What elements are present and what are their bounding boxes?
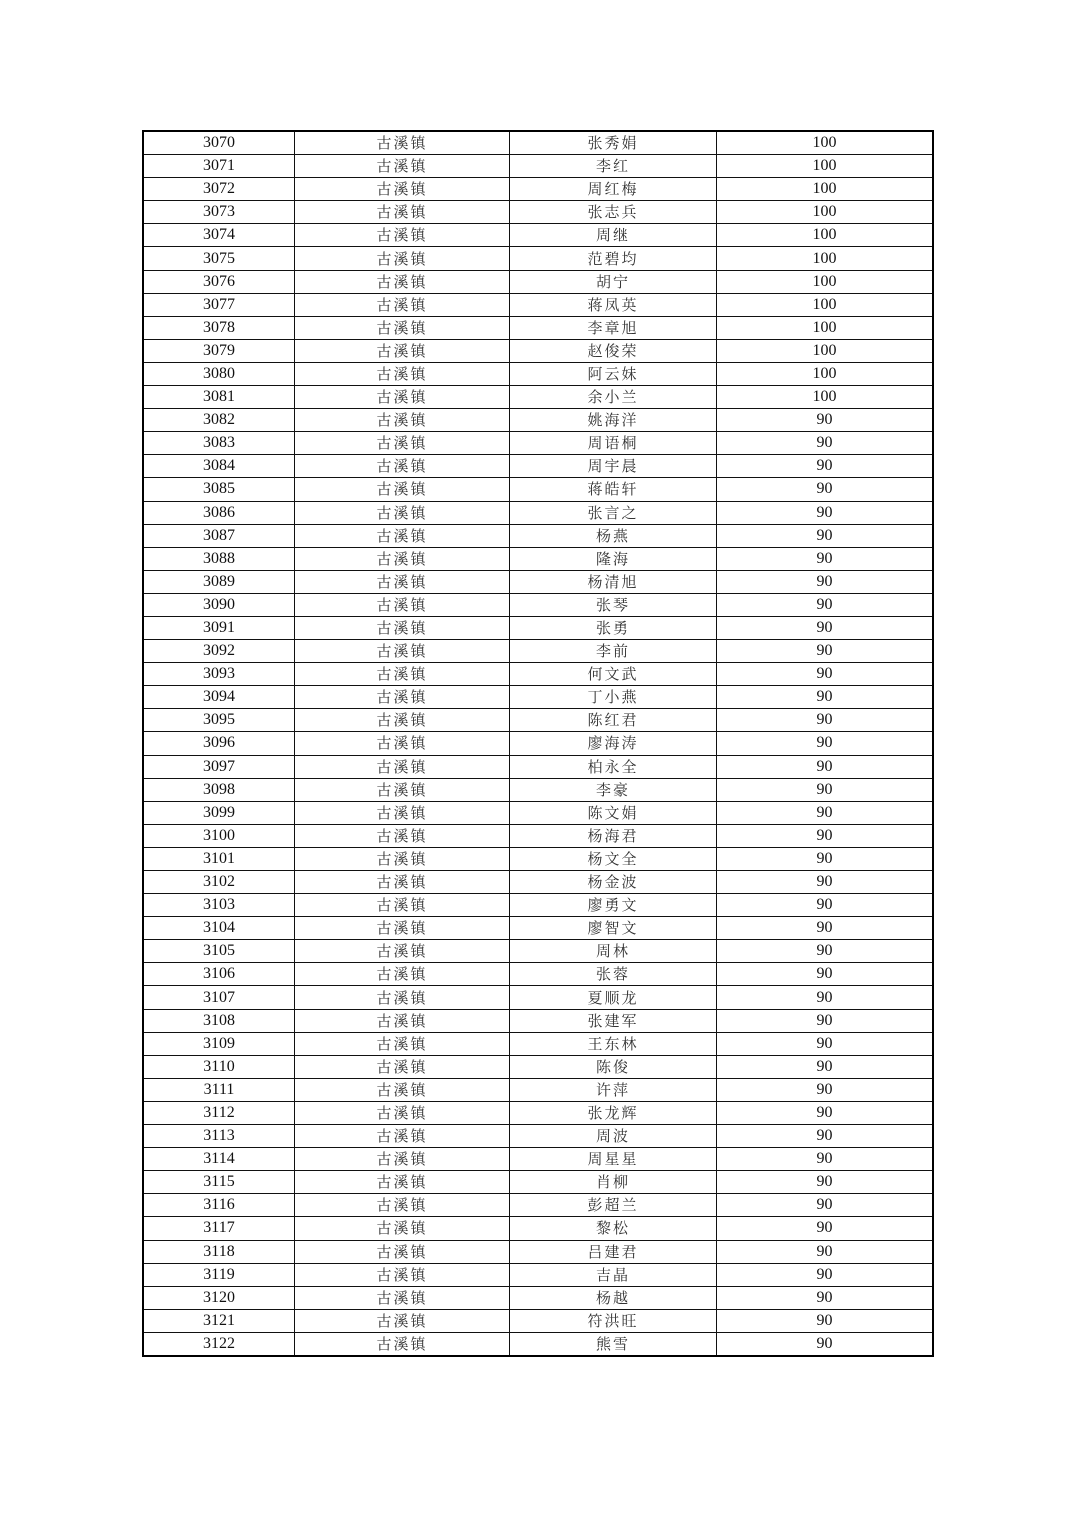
row-number-cell: 3102 <box>143 871 295 894</box>
town-cell: 古溪镇 <box>295 339 510 362</box>
town-cell: 古溪镇 <box>295 178 510 201</box>
table-row <box>143 1078 933 1101</box>
name-cell: 张琴 <box>510 593 717 616</box>
town-cell: 古溪镇 <box>295 455 510 478</box>
table-row <box>143 362 933 385</box>
row-number-cell: 3076 <box>143 270 295 293</box>
name-cell: 张勇 <box>510 616 717 639</box>
name-cell: 杨海君 <box>510 824 717 847</box>
town-cell: 古溪镇 <box>295 755 510 778</box>
name-cell: 吉晶 <box>510 1263 717 1286</box>
town-cell: 古溪镇 <box>295 1263 510 1286</box>
name-cell: 符洪旺 <box>510 1309 717 1332</box>
row-number-cell: 3078 <box>143 316 295 339</box>
amount-cell: 90 <box>717 986 934 1009</box>
row-number-cell: 3073 <box>143 201 295 224</box>
row-number-cell: 3093 <box>143 663 295 686</box>
name-cell: 廖智文 <box>510 917 717 940</box>
town-cell: 古溪镇 <box>295 362 510 385</box>
town-cell: 古溪镇 <box>295 871 510 894</box>
town-cell: 古溪镇 <box>295 478 510 501</box>
row-number-cell: 3110 <box>143 1055 295 1078</box>
town-cell: 古溪镇 <box>295 663 510 686</box>
roster-table <box>142 130 934 1357</box>
name-cell: 张言之 <box>510 501 717 524</box>
table-row <box>143 178 933 201</box>
name-cell: 彭超兰 <box>510 1194 717 1217</box>
row-number-cell: 3079 <box>143 339 295 362</box>
amount-cell: 90 <box>717 570 934 593</box>
town-cell: 古溪镇 <box>295 201 510 224</box>
amount-cell: 90 <box>717 547 934 570</box>
row-number-cell: 3086 <box>143 501 295 524</box>
table-row <box>143 131 933 155</box>
row-number-cell: 3092 <box>143 640 295 663</box>
table-row <box>143 293 933 316</box>
table-row <box>143 1240 933 1263</box>
row-number-cell: 3082 <box>143 409 295 432</box>
name-cell: 廖海涛 <box>510 732 717 755</box>
name-cell: 姚海洋 <box>510 409 717 432</box>
name-cell: 张蓉 <box>510 963 717 986</box>
town-cell: 古溪镇 <box>295 686 510 709</box>
amount-cell: 90 <box>717 1171 934 1194</box>
town-cell: 古溪镇 <box>295 224 510 247</box>
table-row <box>143 570 933 593</box>
table-row <box>143 640 933 663</box>
town-cell: 古溪镇 <box>295 293 510 316</box>
amount-cell: 90 <box>717 824 934 847</box>
amount-cell: 90 <box>717 455 934 478</box>
name-cell: 张志兵 <box>510 201 717 224</box>
table-row <box>143 1309 933 1332</box>
amount-cell: 90 <box>717 917 934 940</box>
row-number-cell: 3075 <box>143 247 295 270</box>
town-cell: 古溪镇 <box>295 270 510 293</box>
town-cell: 古溪镇 <box>295 801 510 824</box>
row-number-cell: 3088 <box>143 547 295 570</box>
amount-cell: 100 <box>717 270 934 293</box>
row-number-cell: 3089 <box>143 570 295 593</box>
name-cell: 黎松 <box>510 1217 717 1240</box>
name-cell: 张秀娟 <box>510 131 717 155</box>
row-number-cell: 3070 <box>143 131 295 155</box>
table-row <box>143 501 933 524</box>
row-number-cell: 3116 <box>143 1194 295 1217</box>
row-number-cell: 3095 <box>143 709 295 732</box>
row-number-cell: 3085 <box>143 478 295 501</box>
row-number-cell: 3119 <box>143 1263 295 1286</box>
table-row <box>143 593 933 616</box>
table-row <box>143 547 933 570</box>
town-cell: 古溪镇 <box>295 1217 510 1240</box>
amount-cell: 90 <box>717 432 934 455</box>
amount-cell: 100 <box>717 386 934 409</box>
table-row <box>143 663 933 686</box>
row-number-cell: 3087 <box>143 524 295 547</box>
table-row <box>143 339 933 362</box>
row-number-cell: 3120 <box>143 1286 295 1309</box>
town-cell: 古溪镇 <box>295 1101 510 1124</box>
name-cell: 肖柳 <box>510 1171 717 1194</box>
table-row <box>143 755 933 778</box>
amount-cell: 100 <box>717 316 934 339</box>
row-number-cell: 3097 <box>143 755 295 778</box>
table-row <box>143 316 933 339</box>
row-number-cell: 3107 <box>143 986 295 1009</box>
table-row <box>143 1009 933 1032</box>
amount-cell: 90 <box>717 1217 934 1240</box>
name-cell: 周波 <box>510 1125 717 1148</box>
name-cell: 杨文全 <box>510 847 717 870</box>
town-cell: 古溪镇 <box>295 409 510 432</box>
amount-cell: 90 <box>717 801 934 824</box>
name-cell: 周林 <box>510 940 717 963</box>
town-cell: 古溪镇 <box>295 1332 510 1356</box>
amount-cell: 90 <box>717 940 934 963</box>
amount-cell: 100 <box>717 293 934 316</box>
table-row <box>143 709 933 732</box>
name-cell: 陈文娟 <box>510 801 717 824</box>
table-row <box>143 778 933 801</box>
row-number-cell: 3103 <box>143 894 295 917</box>
name-cell: 杨越 <box>510 1286 717 1309</box>
table-row <box>143 986 933 1009</box>
row-number-cell: 3091 <box>143 616 295 639</box>
town-cell: 古溪镇 <box>295 1009 510 1032</box>
town-cell: 古溪镇 <box>295 1148 510 1171</box>
town-cell: 古溪镇 <box>295 894 510 917</box>
amount-cell: 90 <box>717 963 934 986</box>
row-number-cell: 3118 <box>143 1240 295 1263</box>
row-number-cell: 3115 <box>143 1171 295 1194</box>
town-cell: 古溪镇 <box>295 709 510 732</box>
amount-cell: 90 <box>717 778 934 801</box>
table-row <box>143 1217 933 1240</box>
amount-cell: 100 <box>717 178 934 201</box>
amount-cell: 90 <box>717 1125 934 1148</box>
table-row <box>143 871 933 894</box>
name-cell: 柏永全 <box>510 755 717 778</box>
name-cell: 蒋皓轩 <box>510 478 717 501</box>
table-row <box>143 270 933 293</box>
town-cell: 古溪镇 <box>295 1194 510 1217</box>
name-cell: 李豪 <box>510 778 717 801</box>
table-row <box>143 1055 933 1078</box>
amount-cell: 100 <box>717 247 934 270</box>
row-number-cell: 3071 <box>143 155 295 178</box>
name-cell: 周红梅 <box>510 178 717 201</box>
amount-cell: 90 <box>717 640 934 663</box>
amount-cell: 90 <box>717 1240 934 1263</box>
name-cell: 张建军 <box>510 1009 717 1032</box>
name-cell: 周宇晨 <box>510 455 717 478</box>
row-number-cell: 3077 <box>143 293 295 316</box>
table-row <box>143 732 933 755</box>
name-cell: 熊雪 <box>510 1332 717 1356</box>
town-cell: 古溪镇 <box>295 131 510 155</box>
name-cell: 阿云妹 <box>510 362 717 385</box>
table-row <box>143 894 933 917</box>
table-row <box>143 1332 933 1356</box>
amount-cell: 90 <box>717 663 934 686</box>
row-number-cell: 3112 <box>143 1101 295 1124</box>
amount-cell: 100 <box>717 339 934 362</box>
amount-cell: 90 <box>717 1009 934 1032</box>
row-number-cell: 3074 <box>143 224 295 247</box>
table-row <box>143 616 933 639</box>
table-row <box>143 224 933 247</box>
town-cell: 古溪镇 <box>295 986 510 1009</box>
town-cell: 古溪镇 <box>295 1286 510 1309</box>
table-row <box>143 1032 933 1055</box>
town-cell: 古溪镇 <box>295 1309 510 1332</box>
town-cell: 古溪镇 <box>295 570 510 593</box>
town-cell: 古溪镇 <box>295 547 510 570</box>
amount-cell: 90 <box>717 1101 934 1124</box>
town-cell: 古溪镇 <box>295 1055 510 1078</box>
row-number-cell: 3121 <box>143 1309 295 1332</box>
name-cell: 周语桐 <box>510 432 717 455</box>
table-row <box>143 455 933 478</box>
name-cell: 夏顺龙 <box>510 986 717 1009</box>
name-cell: 吕建君 <box>510 1240 717 1263</box>
amount-cell: 90 <box>717 409 934 432</box>
table-row <box>143 386 933 409</box>
table-row <box>143 247 933 270</box>
row-number-cell: 3072 <box>143 178 295 201</box>
table-row <box>143 155 933 178</box>
name-cell: 李红 <box>510 155 717 178</box>
town-cell: 古溪镇 <box>295 640 510 663</box>
table-row <box>143 478 933 501</box>
amount-cell: 100 <box>717 155 934 178</box>
town-cell: 古溪镇 <box>295 1171 510 1194</box>
town-cell: 古溪镇 <box>295 1240 510 1263</box>
amount-cell: 100 <box>717 224 934 247</box>
name-cell: 何文武 <box>510 663 717 686</box>
town-cell: 古溪镇 <box>295 917 510 940</box>
table-row <box>143 917 933 940</box>
table-row <box>143 1263 933 1286</box>
table-row <box>143 963 933 986</box>
row-number-cell: 3099 <box>143 801 295 824</box>
amount-cell: 90 <box>717 1078 934 1101</box>
table-body <box>143 131 933 1356</box>
amount-cell: 90 <box>717 1148 934 1171</box>
amount-cell: 90 <box>717 478 934 501</box>
name-cell: 李章旭 <box>510 316 717 339</box>
town-cell: 古溪镇 <box>295 1078 510 1101</box>
name-cell: 余小兰 <box>510 386 717 409</box>
row-number-cell: 3096 <box>143 732 295 755</box>
amount-cell: 90 <box>717 1032 934 1055</box>
table-row <box>143 201 933 224</box>
amount-cell: 100 <box>717 201 934 224</box>
town-cell: 古溪镇 <box>295 386 510 409</box>
amount-cell: 90 <box>717 1286 934 1309</box>
name-cell: 张龙辉 <box>510 1101 717 1124</box>
name-cell: 杨燕 <box>510 524 717 547</box>
name-cell: 丁小燕 <box>510 686 717 709</box>
amount-cell: 100 <box>717 362 934 385</box>
town-cell: 古溪镇 <box>295 824 510 847</box>
table-row <box>143 432 933 455</box>
amount-cell: 90 <box>717 1332 934 1356</box>
amount-cell: 90 <box>717 732 934 755</box>
amount-cell: 90 <box>717 616 934 639</box>
row-number-cell: 3100 <box>143 824 295 847</box>
town-cell: 古溪镇 <box>295 940 510 963</box>
town-cell: 古溪镇 <box>295 963 510 986</box>
row-number-cell: 3108 <box>143 1009 295 1032</box>
name-cell: 廖勇文 <box>510 894 717 917</box>
town-cell: 古溪镇 <box>295 524 510 547</box>
amount-cell: 90 <box>717 524 934 547</box>
amount-cell: 90 <box>717 1263 934 1286</box>
name-cell: 李前 <box>510 640 717 663</box>
amount-cell: 90 <box>717 847 934 870</box>
name-cell: 范碧均 <box>510 247 717 270</box>
table-row <box>143 1125 933 1148</box>
row-number-cell: 3122 <box>143 1332 295 1356</box>
name-cell: 蒋凤英 <box>510 293 717 316</box>
row-number-cell: 3080 <box>143 362 295 385</box>
town-cell: 古溪镇 <box>295 732 510 755</box>
town-cell: 古溪镇 <box>295 778 510 801</box>
table-row <box>143 1194 933 1217</box>
amount-cell: 90 <box>717 871 934 894</box>
table-row <box>143 1101 933 1124</box>
town-cell: 古溪镇 <box>295 1125 510 1148</box>
row-number-cell: 3111 <box>143 1078 295 1101</box>
town-cell: 古溪镇 <box>295 316 510 339</box>
amount-cell: 90 <box>717 1309 934 1332</box>
amount-cell: 90 <box>717 1194 934 1217</box>
amount-cell: 90 <box>717 709 934 732</box>
name-cell: 许萍 <box>510 1078 717 1101</box>
name-cell: 陈俊 <box>510 1055 717 1078</box>
amount-cell: 90 <box>717 755 934 778</box>
amount-cell: 90 <box>717 593 934 616</box>
name-cell: 胡宁 <box>510 270 717 293</box>
town-cell: 古溪镇 <box>295 593 510 616</box>
name-cell: 周继 <box>510 224 717 247</box>
amount-cell: 90 <box>717 686 934 709</box>
row-number-cell: 3105 <box>143 940 295 963</box>
table-row <box>143 686 933 709</box>
table-row <box>143 801 933 824</box>
row-number-cell: 3083 <box>143 432 295 455</box>
town-cell: 古溪镇 <box>295 501 510 524</box>
amount-cell: 90 <box>717 894 934 917</box>
amount-cell: 90 <box>717 1055 934 1078</box>
row-number-cell: 3117 <box>143 1217 295 1240</box>
table-row <box>143 1148 933 1171</box>
row-number-cell: 3113 <box>143 1125 295 1148</box>
amount-cell: 90 <box>717 501 934 524</box>
name-cell: 陈红君 <box>510 709 717 732</box>
table-row <box>143 409 933 432</box>
table-row <box>143 524 933 547</box>
row-number-cell: 3109 <box>143 1032 295 1055</box>
table-row <box>143 847 933 870</box>
row-number-cell: 3094 <box>143 686 295 709</box>
row-number-cell: 3090 <box>143 593 295 616</box>
table-row <box>143 824 933 847</box>
table-row <box>143 1286 933 1309</box>
name-cell: 周星星 <box>510 1148 717 1171</box>
name-cell: 赵俊荣 <box>510 339 717 362</box>
row-number-cell: 3114 <box>143 1148 295 1171</box>
table-row <box>143 1171 933 1194</box>
name-cell: 杨清旭 <box>510 570 717 593</box>
town-cell: 古溪镇 <box>295 1032 510 1055</box>
name-cell: 王东林 <box>510 1032 717 1055</box>
row-number-cell: 3098 <box>143 778 295 801</box>
table-row <box>143 940 933 963</box>
row-number-cell: 3101 <box>143 847 295 870</box>
town-cell: 古溪镇 <box>295 247 510 270</box>
name-cell: 隆海 <box>510 547 717 570</box>
town-cell: 古溪镇 <box>295 432 510 455</box>
town-cell: 古溪镇 <box>295 155 510 178</box>
row-number-cell: 3081 <box>143 386 295 409</box>
name-cell: 杨金波 <box>510 871 717 894</box>
amount-cell: 100 <box>717 131 934 155</box>
town-cell: 古溪镇 <box>295 847 510 870</box>
row-number-cell: 3104 <box>143 917 295 940</box>
town-cell: 古溪镇 <box>295 616 510 639</box>
row-number-cell: 3084 <box>143 455 295 478</box>
row-number-cell: 3106 <box>143 963 295 986</box>
